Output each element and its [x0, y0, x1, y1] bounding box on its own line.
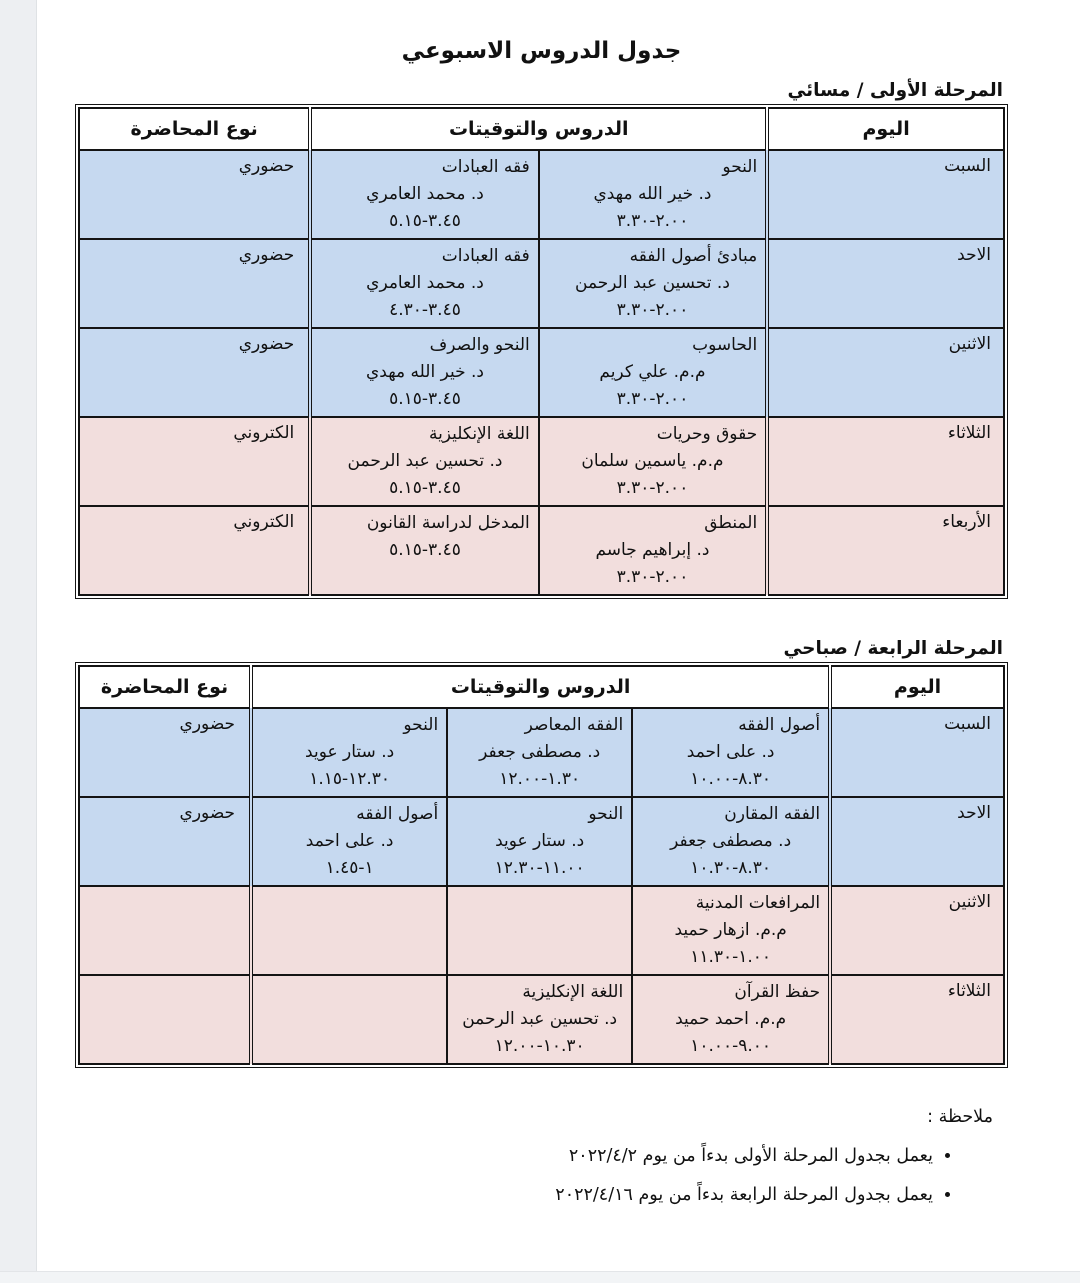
lesson-time: ١٠.٠٠-٨.٣٠: [690, 769, 772, 789]
day-cell: الاثنين: [767, 328, 1004, 417]
day-cell: السبت: [830, 708, 1004, 797]
lessons-column-header: الدروس والتوقيتات: [251, 666, 830, 708]
lesson-subject: فقه العبادات: [441, 157, 530, 177]
lesson-subject: حقوق وحريات: [656, 424, 758, 444]
lesson-time: ٣.٣٠-٢.٠٠: [616, 300, 689, 320]
table-header: [79, 666, 1004, 708]
day-cell: الاثنين: [830, 886, 1004, 975]
lesson-teacher: د. إبراهيم جاسم: [595, 540, 710, 560]
lesson-cell: [251, 797, 447, 886]
day-cell: الاحد: [767, 239, 1004, 328]
lesson-teacher: م.م. علي كريم: [599, 362, 706, 382]
table-row: [79, 417, 1004, 506]
lesson-teacher: د. تحسين عبد الرحمن: [575, 273, 730, 293]
type-cell: الكتروني: [79, 417, 310, 506]
lesson-subject: النحو: [403, 715, 439, 735]
lesson-cell: [447, 886, 632, 975]
lesson-time: ٤.٣٠-٣.٤٥: [389, 300, 461, 320]
lesson-cell: [539, 239, 767, 328]
lesson-time: ١.١٥-١٢.٣٠: [309, 769, 391, 789]
lesson-teacher: د. على احمد: [686, 742, 775, 762]
table-header: [79, 108, 1004, 150]
lesson-cell: [251, 975, 447, 1064]
lesson-cell: [251, 708, 447, 797]
lesson-teacher: م.م. ازهار حميد: [674, 920, 787, 940]
lesson-cell: [632, 708, 830, 797]
lesson-time: ٣.٣٠-٢.٠٠: [616, 389, 689, 409]
lesson-cell: [310, 150, 538, 239]
stage-4-section: [78, 638, 1005, 1065]
lesson-subject: فقه العبادات: [441, 246, 530, 266]
lesson-subject: المرافعات المدنية: [695, 893, 821, 913]
lesson-subject: النحو والصرف: [429, 335, 530, 355]
page-title: جدول الدروس الاسبوعي: [401, 38, 682, 64]
lesson-cell: [539, 150, 767, 239]
lesson-cell: [447, 975, 632, 1064]
lesson-time: ١.٤٥-١: [325, 858, 374, 878]
table-row: [79, 708, 1004, 797]
stage-1-section: [78, 80, 1005, 596]
stage-1-caption: المرحلة الأولى / مسائي: [787, 80, 1003, 101]
lesson-time: ٣.٣٠-٢.٠٠: [616, 567, 689, 587]
document-page: [78, 38, 1005, 1208]
lesson-teacher: د. خير الله مهدي: [593, 184, 712, 204]
schedule-table-stage-4: [78, 665, 1005, 1065]
note-item: • يعمل بجدول المرحلة الأولى بدءاً من يوم ٢٠٢٢/٤/٢: [78, 1143, 933, 1169]
lesson-subject: النحو: [722, 157, 758, 177]
lesson-cell: [310, 417, 538, 506]
notes-section: [78, 1107, 1005, 1208]
lesson-subject: المدخل لدراسة القانون: [366, 513, 530, 533]
table-row: [79, 506, 1004, 595]
lesson-time: ٥.١٥-٣.٤٥: [389, 478, 461, 498]
lesson-time: ١٢.٠٠-١.٣٠: [499, 769, 581, 789]
lesson-subject: أصول الفقه: [356, 804, 439, 824]
lesson-subject: حفظ القرآن: [734, 982, 821, 1002]
lesson-teacher: د. محمد العامري: [366, 184, 484, 204]
table-row: [79, 886, 1004, 975]
table-row: [79, 328, 1004, 417]
lesson-time: ٣.٣٠-٢.٠٠: [616, 478, 689, 498]
lesson-time: ٥.١٥-٣.٤٥: [389, 540, 461, 560]
lesson-cell: [632, 797, 830, 886]
lesson-cell: [251, 886, 447, 975]
type-cell: حضوري: [79, 150, 310, 239]
type-cell: الكتروني: [79, 506, 310, 595]
lesson-cell: [310, 328, 538, 417]
lesson-cell: [539, 506, 767, 595]
type-cell: حضوري: [79, 708, 251, 797]
lesson-subject: النحو: [588, 804, 624, 824]
type-cell: حضوري: [79, 328, 310, 417]
table-row: [79, 239, 1004, 328]
lesson-teacher: م.م. ياسمين سلمان: [581, 451, 724, 471]
type-cell: حضوري: [79, 239, 310, 328]
lesson-cell: [632, 886, 830, 975]
lesson-teacher: د. محمد العامري: [366, 273, 484, 293]
type-cell: [79, 886, 251, 975]
lesson-teacher: د. مصطفى جعفر: [479, 742, 601, 762]
lesson-time: ١٢.٣٠-١١.٠٠: [494, 858, 585, 878]
lesson-subject: اللغة الإنكليزية: [522, 982, 624, 1002]
lesson-time: ١٠.٣٠-٨.٣٠: [690, 858, 772, 878]
lesson-teacher: م.م. احمد حميد: [675, 1009, 787, 1029]
lesson-cell: [539, 417, 767, 506]
page-bottom-edge: [0, 1271, 1080, 1283]
lesson-subject: اللغة الإنكليزية: [428, 424, 530, 444]
day-cell: الأربعاء: [767, 506, 1004, 595]
lesson-teacher: د. ستار عويد: [305, 742, 395, 762]
day-cell: الاحد: [830, 797, 1004, 886]
header-row: [79, 108, 1004, 150]
lesson-cell: [632, 975, 830, 1064]
lessons-column-header: الدروس والتوقيتات: [310, 108, 767, 150]
table-body: [79, 150, 1004, 595]
day-cell: السبت: [767, 150, 1004, 239]
type-cell: [79, 975, 251, 1064]
lesson-subject: المنطق: [704, 513, 758, 533]
lesson-teacher: د. تحسين عبد الرحمن: [347, 451, 503, 471]
lesson-subject: أصول الفقه: [738, 715, 821, 735]
header-row: [79, 666, 1004, 708]
lesson-subject: الفقه المقارن: [724, 804, 821, 824]
table-body: [79, 708, 1004, 1064]
lesson-teacher: د. خير الله مهدي: [365, 362, 485, 382]
notes-heading: ملاحظة :: [927, 1107, 993, 1127]
note-item: • يعمل بجدول المرحلة الرابعة بدءاً من يوم ٢٠٢٢/٤/١٦: [78, 1182, 933, 1208]
day-column-header: اليوم: [767, 108, 1004, 150]
lesson-time: ٥.١٥-٣.٤٥: [389, 211, 461, 231]
day-column-header: اليوم: [830, 666, 1004, 708]
notes-list: [78, 1143, 1005, 1208]
lesson-time: ١٠.٠٠-٩.٠٠: [690, 1036, 772, 1056]
lesson-time: ٥.١٥-٣.٤٥: [389, 389, 461, 409]
lecture-type-column-header: نوع المحاضرة: [79, 108, 310, 150]
lesson-subject: الحاسوب: [692, 335, 758, 355]
lesson-time: ١١.٣٠-١.٠٠: [690, 947, 772, 967]
page-edge-strip: [0, 0, 37, 1283]
lesson-cell: [539, 328, 767, 417]
lesson-cell: [447, 797, 632, 886]
lesson-subject: الفقه المعاصر: [524, 715, 624, 735]
lesson-time: ١٢.٠٠-١٠.٣٠: [494, 1036, 585, 1056]
schedule-table-stage-1: [78, 107, 1005, 596]
lesson-teacher: د. تحسين عبد الرحمن: [462, 1009, 618, 1029]
table-row: [79, 150, 1004, 239]
day-cell: الثلاثاء: [767, 417, 1004, 506]
lecture-type-column-header: نوع المحاضرة: [79, 666, 251, 708]
lesson-cell: [310, 239, 538, 328]
type-cell: حضوري: [79, 797, 251, 886]
lesson-teacher: د. على احمد: [305, 831, 394, 851]
table-row: [79, 797, 1004, 886]
lesson-cell: [310, 506, 538, 595]
stage-4-caption: المرحلة الرابعة / صباحي: [783, 638, 1003, 659]
lesson-teacher: د. ستار عويد: [495, 831, 585, 851]
lesson-teacher: د. مصطفى جعفر: [670, 831, 792, 851]
lesson-cell: [447, 708, 632, 797]
lesson-subject: مبادئ أصول الفقه: [629, 246, 758, 266]
lesson-time: ٣.٣٠-٢.٠٠: [616, 211, 689, 231]
day-cell: الثلاثاء: [830, 975, 1004, 1064]
table-row: [79, 975, 1004, 1064]
